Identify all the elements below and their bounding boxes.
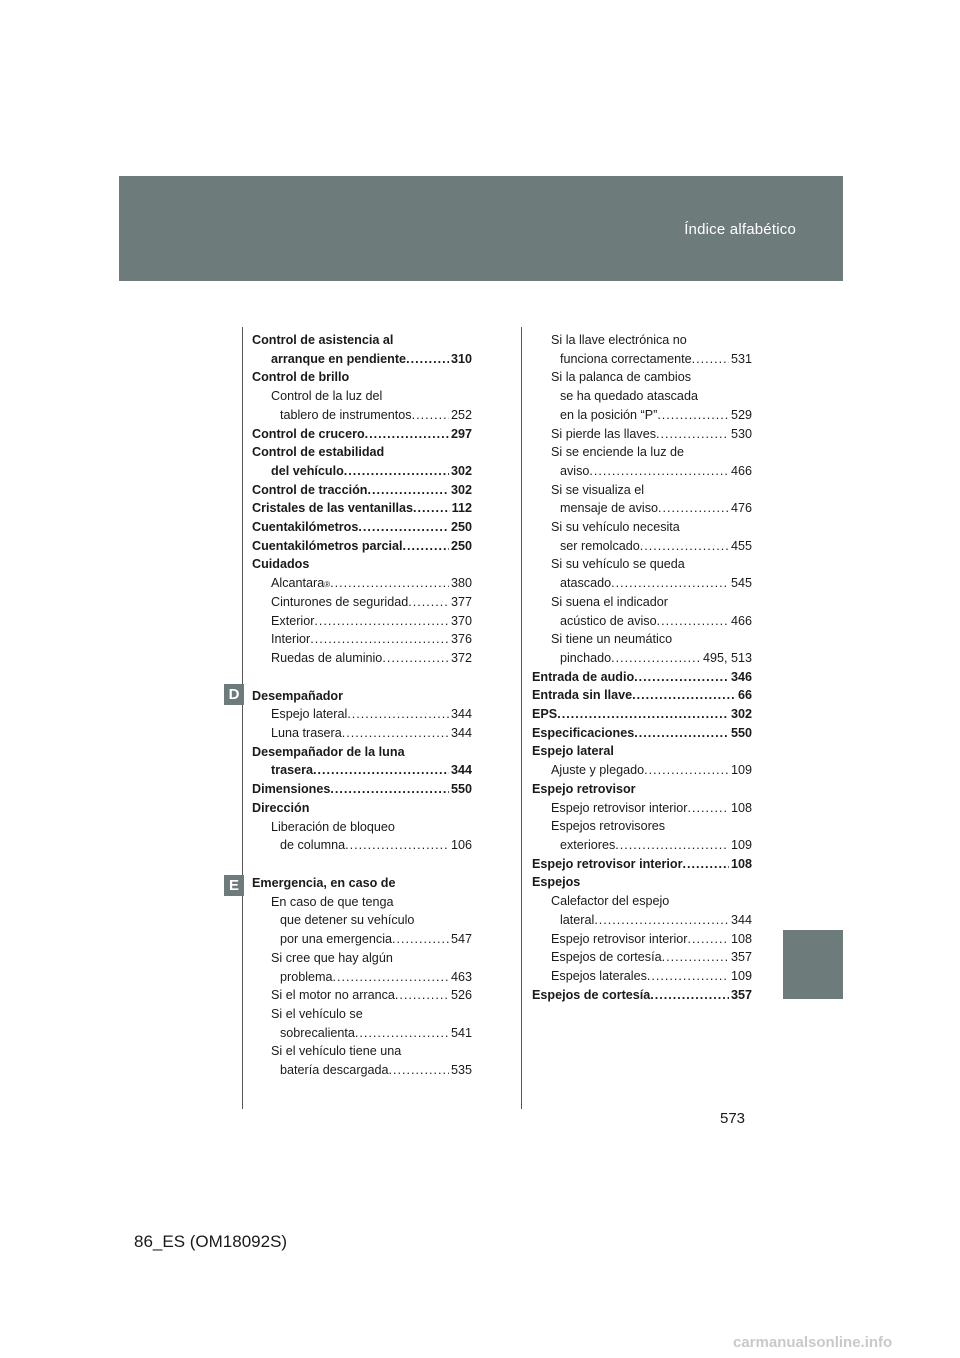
entry-page: 108 <box>730 800 752 815</box>
entry-text: pinchado <box>560 650 612 665</box>
entry-text: Luna trasera <box>271 726 342 741</box>
index-entry <box>532 724 752 743</box>
entry-page: 377 <box>450 594 472 609</box>
index-entry <box>252 499 472 518</box>
page-number: 573 <box>720 1110 746 1127</box>
dot-leader <box>344 462 449 481</box>
entry-text: que detener su vehículo <box>280 913 415 928</box>
dot-leader <box>408 593 449 612</box>
entry-page: 66 <box>737 688 752 703</box>
entry-page: 344 <box>450 763 472 778</box>
entry-page: 495, 513 <box>702 650 752 665</box>
entry-page: 109 <box>730 837 752 852</box>
entry-text: aviso <box>560 463 590 478</box>
dot-leader <box>358 518 449 537</box>
entry-text: atascado <box>560 576 612 591</box>
entry-text: Control de la luz del <box>271 389 383 404</box>
entry-text: trasera <box>271 763 314 778</box>
entry-text: Espejo retrovisor interior <box>532 856 683 871</box>
index-heading <box>252 799 472 818</box>
entry-page: 531 <box>730 351 752 366</box>
entry-page: 380 <box>450 576 472 591</box>
entry-text: Calefactor del espejo <box>551 894 670 909</box>
entry-text: funciona correctamente <box>560 351 692 366</box>
dot-leader <box>345 836 449 855</box>
dot-leader <box>644 761 729 780</box>
entry-page: 109 <box>730 968 752 983</box>
entry-text: Espejo lateral <box>271 707 348 722</box>
entry-page: 466 <box>730 463 752 478</box>
entry-text: Desempañador de la luna <box>252 744 405 759</box>
dot-leader <box>412 406 449 425</box>
entry-text: tablero de instrumentos <box>280 407 412 422</box>
entry-page: 302 <box>450 463 472 478</box>
entry-text: Si pierde las llaves <box>551 426 656 441</box>
index-entry <box>532 649 752 668</box>
dot-leader <box>650 986 729 1005</box>
section-gap <box>252 668 472 687</box>
index-entry <box>532 425 752 444</box>
entry-text: problema <box>280 969 333 984</box>
index-heading <box>532 780 752 799</box>
entry-text: Dimensiones <box>252 782 331 797</box>
index-entry <box>252 930 472 949</box>
entry-text: Liberación de bloqueo <box>271 819 395 834</box>
index-heading <box>252 818 472 837</box>
index-entry <box>532 668 752 687</box>
dot-leader <box>656 425 729 444</box>
index-heading <box>252 331 472 350</box>
header-band <box>119 176 843 281</box>
entry-text: acústico de aviso <box>560 613 657 628</box>
entry-page: 545 <box>730 576 752 591</box>
index-heading <box>532 368 752 387</box>
dot-leader <box>367 481 449 500</box>
entry-text: Control de crucero <box>252 426 365 441</box>
dot-leader <box>662 948 729 967</box>
index-entry <box>532 686 752 705</box>
dot-leader <box>589 462 729 481</box>
index-column-right <box>532 331 752 1004</box>
index-entry <box>532 799 752 818</box>
entry-text: Entrada sin llave <box>532 688 633 703</box>
index-heading <box>252 949 472 968</box>
index-entry <box>252 836 472 855</box>
entry-page: 529 <box>730 407 752 422</box>
index-entry <box>252 406 472 425</box>
index-entry <box>252 462 472 481</box>
entry-text: Dirección <box>252 800 310 815</box>
dot-leader <box>634 724 729 743</box>
entry-page: 112 <box>451 501 472 516</box>
entry-text: Si el motor no arranca <box>271 988 395 1003</box>
entry-page: 344 <box>730 912 752 927</box>
entry-page: 109 <box>730 763 752 778</box>
dot-leader <box>330 780 449 799</box>
entry-page: 344 <box>450 707 472 722</box>
entry-text: Espejo retrovisor interior <box>551 800 688 815</box>
entry-page: 550 <box>450 782 472 797</box>
dot-leader <box>594 911 729 930</box>
dot-leader <box>634 668 729 687</box>
entry-text: Espejos <box>532 875 581 890</box>
entry-text: por una emergencia <box>280 932 393 947</box>
entry-text: Si su vehículo necesita <box>551 520 680 535</box>
entry-text: arranque en pendiente <box>271 351 407 366</box>
dot-leader <box>330 574 449 593</box>
index-heading <box>252 555 472 574</box>
entry-text: del vehículo <box>271 463 344 478</box>
entry-text: EPS <box>532 707 558 722</box>
column-divider-middle <box>521 327 522 1109</box>
entry-page: 108 <box>730 931 752 946</box>
entry-text: ser remolcado <box>560 538 640 553</box>
entry-page: 106 <box>450 838 472 853</box>
entry-text: Espejo retrovisor <box>532 781 636 796</box>
entry-page: 466 <box>730 613 752 628</box>
dot-leader <box>640 537 729 556</box>
index-entry <box>532 499 752 518</box>
entry-text: Si la llave electrónica no <box>551 333 687 347</box>
index-entry <box>532 948 752 967</box>
dot-leader <box>615 836 729 855</box>
section-title: Índice alfabético <box>684 221 796 238</box>
entry-page: 376 <box>450 632 472 647</box>
entry-text: se ha quedado atascada <box>560 389 698 404</box>
dot-leader <box>333 968 449 987</box>
entry-page: 541 <box>450 1025 472 1040</box>
entry-page: 310 <box>450 351 472 366</box>
dot-leader <box>382 649 449 668</box>
dot-leader <box>687 799 729 818</box>
entry-page: 372 <box>450 650 472 665</box>
entry-page: 463 <box>450 969 472 984</box>
entry-page: 344 <box>450 726 472 741</box>
index-entry <box>252 612 472 631</box>
index-entry <box>532 612 752 631</box>
index-entry <box>252 1061 472 1080</box>
entry-text: Control de estabilidad <box>252 445 385 460</box>
entry-page: 252 <box>450 407 472 422</box>
dot-leader <box>632 686 736 705</box>
entry-page: 346 <box>730 669 752 684</box>
entry-page: 550 <box>730 725 752 740</box>
entry-page: 250 <box>450 520 472 535</box>
index-entry <box>532 836 752 855</box>
index-entry <box>252 724 472 743</box>
dot-leader <box>657 612 729 631</box>
index-heading <box>252 687 472 706</box>
index-entry <box>252 350 472 369</box>
index-entry <box>252 705 472 724</box>
entry-text: de columna <box>280 838 346 853</box>
entry-page: 547 <box>450 932 472 947</box>
dot-leader <box>314 612 449 631</box>
index-entry <box>532 462 752 481</box>
entry-text: Emergencia, en caso de <box>252 875 396 890</box>
index-heading <box>252 1042 472 1061</box>
entry-text: Si suena el indicador <box>551 594 668 609</box>
dot-leader <box>395 986 449 1005</box>
section-thumb-tab <box>783 930 843 999</box>
index-entry <box>532 350 752 369</box>
index-heading <box>252 1005 472 1024</box>
entry-text: Cinturones de seguridad <box>271 594 409 609</box>
index-heading <box>252 743 472 762</box>
entry-text: Espejo retrovisor interior <box>551 931 688 946</box>
index-heading <box>532 387 752 406</box>
index-heading <box>532 555 752 574</box>
entry-text: Si su vehículo se queda <box>551 557 685 572</box>
entry-text: Especificaciones <box>532 725 635 740</box>
entry-text: Control de brillo <box>252 370 350 385</box>
entry-text: Control de asistencia al <box>252 333 394 347</box>
index-heading <box>532 873 752 892</box>
entry-text: Cuentakilómetros parcial <box>252 538 403 553</box>
entry-page: 357 <box>730 987 752 1002</box>
entry-text: Si el vehículo tiene una <box>271 1044 402 1059</box>
index-entry: Alcantara ® ..... 380 <box>252 574 472 593</box>
index-heading <box>532 630 752 649</box>
entry-text: Si tiene un neumático <box>551 632 673 647</box>
dot-leader <box>682 855 729 874</box>
index-entry <box>532 911 752 930</box>
entry-text: Si la palanca de cambios <box>551 370 692 385</box>
index-entry <box>252 986 472 1005</box>
entry-text: Espejo lateral <box>532 744 614 759</box>
index-heading <box>252 368 472 387</box>
entry-text: Espejos retrovisores <box>551 819 666 834</box>
entry-page: 357 <box>730 950 752 965</box>
dot-leader <box>313 761 449 780</box>
index-heading <box>252 443 472 462</box>
entry-text: Cuidados <box>252 557 310 572</box>
index-entry <box>252 968 472 987</box>
dot-leader <box>355 1024 449 1043</box>
entry-page: 297 <box>450 426 472 441</box>
section-gap <box>252 855 472 874</box>
index-heading <box>252 874 472 893</box>
dot-leader <box>402 537 449 556</box>
entry-text: Ajuste y plegado <box>551 763 645 778</box>
entry-page: 250 <box>450 538 472 553</box>
entry-text: Entrada de audio <box>532 669 635 684</box>
entry-text: exteriores <box>560 837 616 852</box>
index-heading <box>252 911 472 930</box>
index-entry <box>532 930 752 949</box>
dot-leader <box>611 649 701 668</box>
entry-page: 302 <box>450 482 472 497</box>
watermark: carmanualsonline.info <box>733 1334 893 1351</box>
index-entry <box>252 425 472 444</box>
index-entry <box>252 630 472 649</box>
entry-text: batería descargada <box>280 1063 389 1078</box>
entry-text: Exterior <box>271 613 315 628</box>
index-entry <box>252 1024 472 1043</box>
dot-leader <box>658 499 729 518</box>
entry-text: sobrecalienta <box>280 1025 355 1040</box>
index-entry <box>532 406 752 425</box>
dot-leader <box>647 967 729 986</box>
entry-text: Desempañador <box>252 688 343 703</box>
index-column-left <box>252 331 472 1080</box>
entry-page: 535 <box>450 1063 472 1078</box>
index-heading <box>532 742 752 761</box>
entry-text: Espejos laterales <box>551 968 647 983</box>
index-heading <box>532 593 752 612</box>
index-entry <box>252 761 472 780</box>
dot-leader <box>365 425 449 444</box>
index-entry <box>532 855 752 874</box>
entry-text: Si el vehículo se <box>271 1006 363 1021</box>
entry-page: 108 <box>730 856 752 871</box>
index-heading <box>532 331 752 350</box>
entry-text: Cuentakilómetros <box>252 520 359 535</box>
manual-code: 86_ES (OM18092S) <box>134 1232 288 1251</box>
dot-leader <box>392 930 449 949</box>
entry-text: Interior <box>271 632 311 647</box>
entry-page: 526 <box>450 988 472 1003</box>
dot-leader <box>347 705 449 724</box>
index-entry <box>252 537 472 556</box>
entry-text: En caso de que tenga <box>271 894 394 909</box>
entry-page: 530 <box>730 426 752 441</box>
index-entry <box>532 574 752 593</box>
entry-text: Alcantara <box>271 576 325 591</box>
entry-text: Si se visualiza el <box>551 482 645 497</box>
index-entry <box>532 761 752 780</box>
dot-leader <box>406 350 449 369</box>
index-entry <box>252 780 472 799</box>
entry-page: 370 <box>450 613 472 628</box>
index-heading <box>532 518 752 537</box>
entry-text: Espejos de cortesía <box>532 987 651 1002</box>
dot-leader <box>342 724 449 743</box>
entry-text: Espejos de cortesía <box>551 950 662 965</box>
index-entry <box>532 705 752 724</box>
index-entry <box>532 967 752 986</box>
letter-marker-d: D <box>224 684 244 705</box>
letter-marker-e: E <box>224 875 244 896</box>
dot-leader <box>310 630 449 649</box>
index-entry <box>532 537 752 556</box>
index-heading <box>252 387 472 406</box>
index-entry <box>252 593 472 612</box>
index-heading <box>532 443 752 462</box>
entry-text: Control de tracción <box>252 482 368 497</box>
entry-text: Si cree que hay algún <box>271 950 393 965</box>
column-divider-left <box>242 327 243 1109</box>
dot-leader <box>692 350 729 369</box>
entry-page: 476 <box>730 501 752 516</box>
dot-leader <box>389 1061 449 1080</box>
entry-text: Si se enciende la luz de <box>551 445 685 460</box>
entry-text: lateral <box>560 912 595 927</box>
entry-page: 302 <box>730 707 752 722</box>
index-entry <box>252 649 472 668</box>
index-heading <box>252 893 472 912</box>
dot-leader <box>687 930 729 949</box>
index-entry <box>252 481 472 500</box>
dot-leader <box>611 574 729 593</box>
index-heading <box>532 817 752 836</box>
index-entry <box>252 518 472 537</box>
entry-text: mensaje de aviso <box>560 501 659 516</box>
entry-text: Ruedas de aluminio <box>271 650 383 665</box>
entry-page: 455 <box>730 538 752 553</box>
entry-text: en la posición “P” <box>560 407 658 422</box>
dot-leader <box>557 705 729 724</box>
dot-leader <box>413 499 450 518</box>
index-heading <box>532 481 752 500</box>
entry-text: Cristales de las ventanillas <box>252 501 414 516</box>
dot-leader <box>657 406 729 425</box>
index-heading <box>532 892 752 911</box>
index-entry <box>532 986 752 1005</box>
